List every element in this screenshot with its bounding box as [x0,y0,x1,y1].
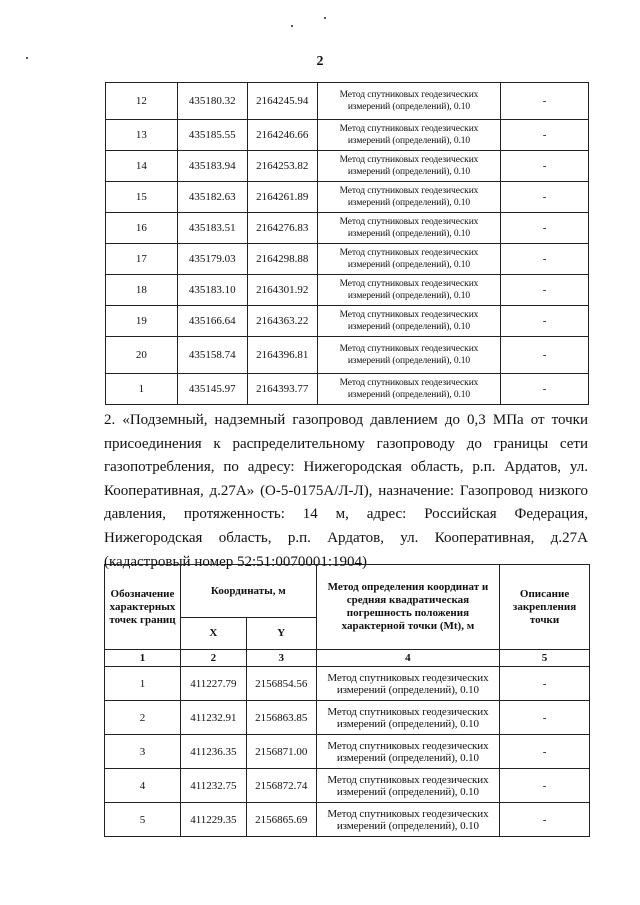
description-cell: - [501,182,589,213]
table-row [106,213,589,244]
table-row [106,120,589,151]
page-number: 2 [316,54,324,69]
point-cell: 2 [105,701,181,735]
description-cell: - [501,83,589,120]
y-cell: 2164298.88 [247,244,317,275]
point-cell: 12 [106,83,178,120]
table-row [106,374,589,405]
header-method: Метод определения координат и средняя квадратическая погрешность положения характерной точки (Mt), м [316,565,499,650]
object-description-paragraph [104,409,588,574]
point-cell: 18 [106,275,178,306]
method-cell: Метод спутниковых геодезических измерений (определений), 0.10 [317,374,501,405]
x-cell: 435182.63 [177,182,247,213]
description-cell: - [500,701,590,735]
description-cell: - [501,244,589,275]
header-coordinates: Координаты, м [180,565,316,618]
y-cell: 2164363.22 [247,306,317,337]
point-cell: 15 [106,182,178,213]
column-number-row [105,650,590,667]
coordinates-table [104,564,590,837]
point-cell: 14 [106,151,178,182]
y-cell: 2156854.56 [246,667,316,701]
x-cell: 435166.64 [177,306,247,337]
method-cell: Метод спутниковых геодезических измерений (определений), 0.10 [316,735,499,769]
column-number: 5 [500,650,590,667]
header-designation: Обозначение характерных точек границ [105,565,181,650]
x-cell: 411229.35 [180,803,246,837]
description-cell: - [501,374,589,405]
x-cell: 411232.91 [180,701,246,735]
x-cell: 435183.94 [177,151,247,182]
table-row [106,83,589,120]
y-cell: 2164301.92 [247,275,317,306]
point-cell: 4 [105,769,181,803]
x-cell: 435183.51 [177,213,247,244]
x-cell: 435183.10 [177,275,247,306]
header-y: Y [246,618,316,650]
description-cell: - [500,769,590,803]
x-cell: 411236.35 [180,735,246,769]
column-number: 4 [316,650,499,667]
x-cell: 435185.55 [177,120,247,151]
table-row [106,182,589,213]
x-cell: 411232.75 [180,769,246,803]
column-number: 3 [246,650,316,667]
y-cell: 2156872.74 [246,769,316,803]
description-cell: - [501,275,589,306]
y-cell: 2156871.00 [246,735,316,769]
y-cell: 2164261.89 [247,182,317,213]
description-cell: - [501,337,589,374]
method-cell: Метод спутниковых геодезических измерений (определений), 0.10 [316,701,499,735]
method-cell: Метод спутниковых геодезических измерений (определений), 0.10 [317,151,501,182]
table-row [106,151,589,182]
table-row [106,244,589,275]
point-cell: 13 [106,120,178,151]
x-cell: 435179.03 [177,244,247,275]
point-cell: 5 [105,803,181,837]
header-row [105,565,590,618]
column-number: 2 [180,650,246,667]
method-cell: Метод спутниковых геодезических измерений (определений), 0.10 [317,337,501,374]
point-cell: 19 [106,306,178,337]
scan-speck [291,25,293,27]
y-cell: 2156865.69 [246,803,316,837]
point-cell: 3 [105,735,181,769]
y-cell: 2164396.81 [247,337,317,374]
table-row [105,769,590,803]
y-cell: 2164393.77 [247,374,317,405]
table-row [105,735,590,769]
table-row [106,275,589,306]
x-cell: 435145.97 [177,374,247,405]
x-cell: 411227.79 [180,667,246,701]
point-cell: 17 [106,244,178,275]
header-description: Описание закрепления точки [500,565,590,650]
y-cell: 2164246.66 [247,120,317,151]
description-cell: - [500,667,590,701]
method-cell: Метод спутниковых геодезических измерений (определений), 0.10 [316,667,499,701]
x-cell: 435180.32 [177,83,247,120]
description-cell: - [501,306,589,337]
method-cell: Метод спутниковых геодезических измерений (определений), 0.10 [317,244,501,275]
y-cell: 2156863.85 [246,701,316,735]
method-cell: Метод спутниковых геодезических измерений (определений), 0.10 [317,213,501,244]
description-cell: - [501,213,589,244]
table-row [105,701,590,735]
method-cell: Метод спутниковых геодезических измерений (определений), 0.10 [317,275,501,306]
description-cell: - [501,151,589,182]
description-cell: - [501,120,589,151]
table-row [106,337,589,374]
method-cell: Метод спутниковых геодезических измерений (определений), 0.10 [317,306,501,337]
method-cell: Метод спутниковых геодезических измерений (определений), 0.10 [317,182,501,213]
table-row [106,306,589,337]
y-cell: 2164253.82 [247,151,317,182]
coordinates-table-continued [105,82,589,405]
method-cell: Метод спутниковых геодезических измерений (определений), 0.10 [317,120,501,151]
scan-speck [324,17,326,19]
point-cell: 16 [106,213,178,244]
header-x: X [180,618,246,650]
column-number: 1 [105,650,181,667]
description-cell: - [500,803,590,837]
description-cell: - [500,735,590,769]
point-cell: 1 [106,374,178,405]
table-row [105,667,590,701]
x-cell: 435158.74 [177,337,247,374]
method-cell: Метод спутниковых геодезических измерений (определений), 0.10 [317,83,501,120]
table-row [105,803,590,837]
method-cell: Метод спутниковых геодезических измерений (определений), 0.10 [316,769,499,803]
point-cell: 20 [106,337,178,374]
point-cell: 1 [105,667,181,701]
y-cell: 2164276.83 [247,213,317,244]
paragraph-text: 2. «Подземный, надземный газопровод давлением до 0,3 МПа от точки присоединения к распределительному газопроводу до границы сети газопотребления, по адресу: Нижегородская область, р.п. Ардатов, ул. Кооперативная, д.27А» (О-5-0175А/Л-Л), назначение: Газопровод низкого давления, протяженность: 14 м, адрес: Российская Федерация, Нижегородская область, р.п. Ардатов, ул. Кооперативная, д.27А (кадастровый номер 52:51:0070001:1904) [104,412,588,570]
method-cell: Метод спутниковых геодезических измерений (определений), 0.10 [316,803,499,837]
y-cell: 2164245.94 [247,83,317,120]
